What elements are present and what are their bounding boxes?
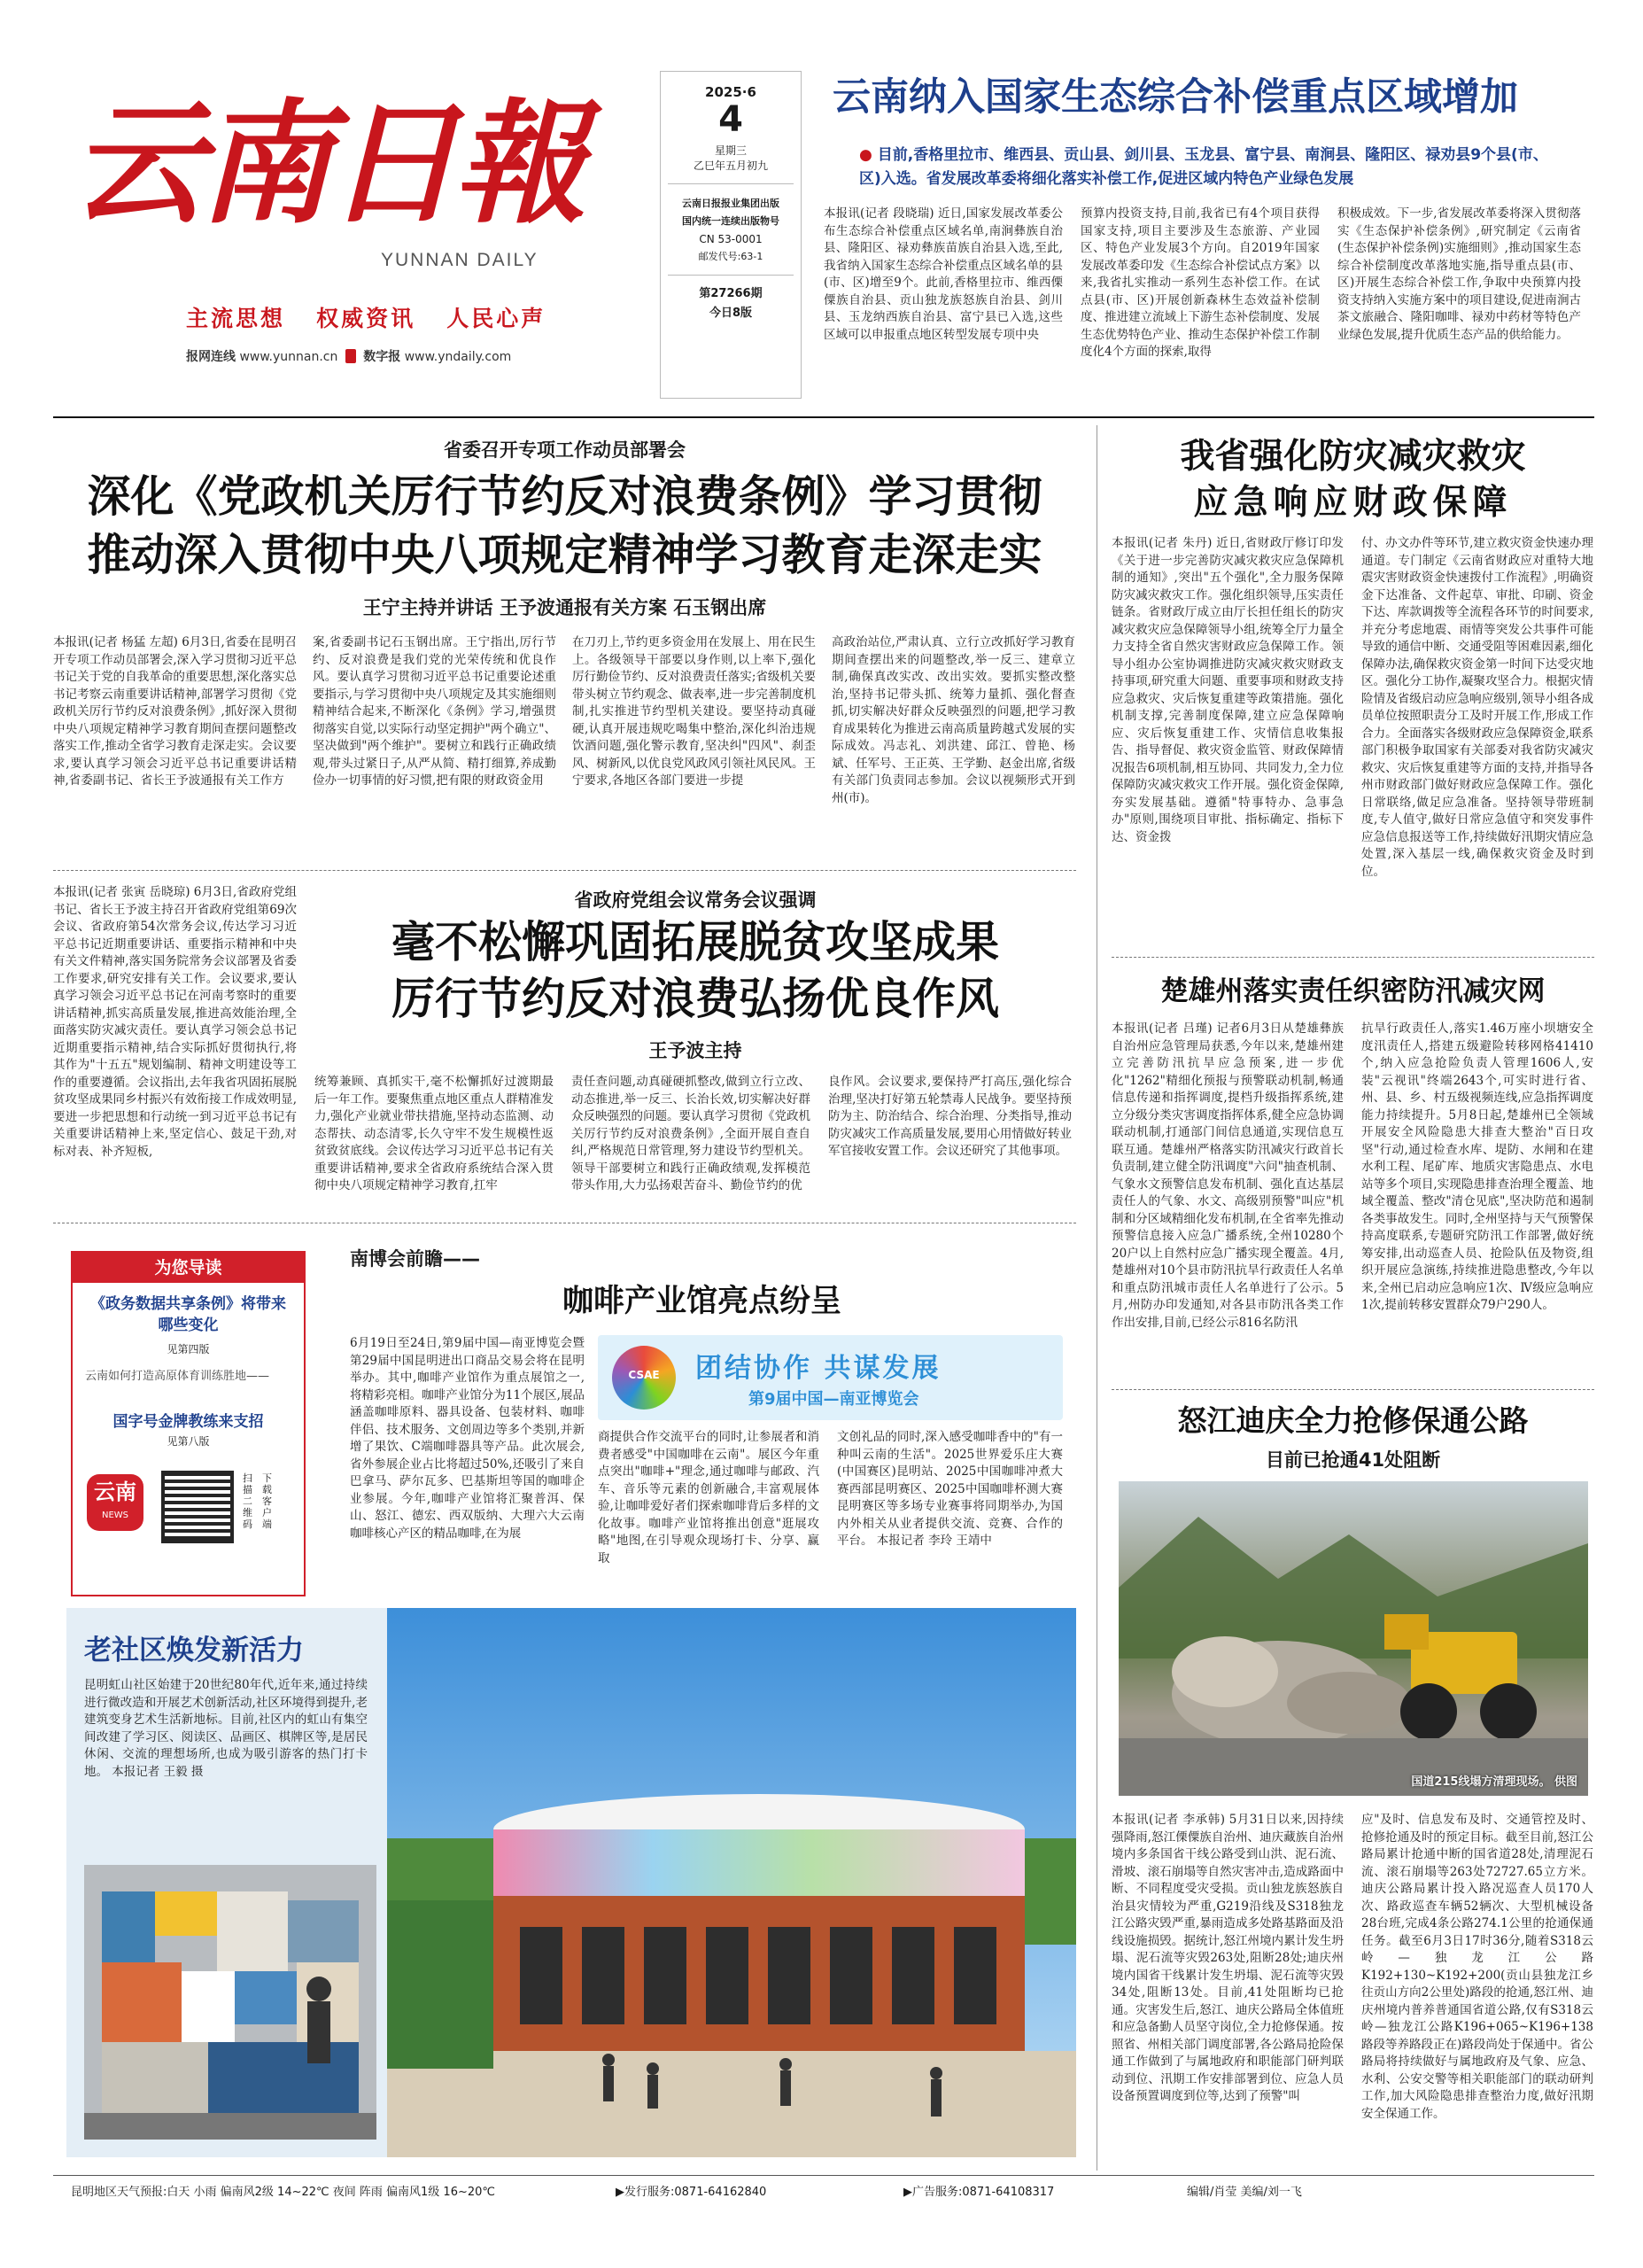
date-lunar: 乙巳年五月初九 xyxy=(693,159,768,172)
issue-number: 第27266期 xyxy=(699,287,763,300)
guide-item2-page: 见第八版 xyxy=(167,1435,210,1448)
story2-title-line2[interactable]: 厉行节约反对浪费弘扬优良作风 xyxy=(391,974,999,1024)
community-text: 昆明虹山社区始建于20世纪80年代,近年来,通过持续进行微改造和开展艺术创新活动,社区环境得到提升,老建筑变身艺术生活新地标。目前,社区内的虹山有集空间改建了学习区、阅读区、品画区、棋牌区等,是居民休闲、交流的理想场所,也成为吸引游客的热门打卡地。 本报记者 王毅 摄 xyxy=(84,1678,368,1779)
guide-item2-title[interactable]: 国字号金牌教练来支招 xyxy=(112,1413,264,1431)
top-divider xyxy=(53,416,1594,418)
web-url[interactable]: www.yunnan.cn xyxy=(239,350,338,364)
story-chuxiong-flood xyxy=(1112,966,1594,1382)
story1-title-line1[interactable]: 深化《党政机关厉行节约反对浪费条例》学习贯彻 xyxy=(87,471,1042,522)
ad-service: ▶广告服务:0871-64108317 xyxy=(903,2186,1055,2199)
guide-item2-lead: 云南如何打造高原体育训练胜地—— xyxy=(85,1370,270,1383)
guide-header: 为您导读 xyxy=(73,1253,304,1283)
community-building-photo xyxy=(387,1608,1076,2157)
digital-label: 数字报 xyxy=(363,350,401,364)
story1-col-1: 本报讯(记者 杨猛 左超) 6月3日,省委在昆明召开专项工作动员部署会,深入学习贯彻习近平总书记关于党的自我革命的重要思想,深化落实总书记考察云南重要讲话精神,部署学习贯彻《党政机关厉行节约反对浪费条例》,抓好深入贯彻中央八项规定精神学习教育期间查摆问题整改落实工作,推动全省学习教育走深走实。会议要求,要认真学习领会习近平总书记重要讲话精神,省委副书记、省长王予波通报有关工作方 xyxy=(53,635,297,788)
bullet-icon: ● xyxy=(859,146,872,164)
qr-label-1: 扫描二维码 xyxy=(243,1472,252,1530)
date-info-box xyxy=(660,71,802,399)
story1-subtitle: 王宁主持并讲话 王予波通报有关方案 石玉钢出席 xyxy=(362,597,767,618)
masthead-logo: 云南日報 xyxy=(71,86,582,242)
footer xyxy=(71,2181,1594,2204)
digital-icon xyxy=(345,349,356,363)
right1-divider xyxy=(1112,957,1594,958)
lead-story xyxy=(824,62,1585,399)
right2-col-1: 本报讯(记者 吕瑾) 记者6月3日从楚雄彝族自治州应急管理局获悉,今年以来,楚雄州建立完善防汛抗旱应急预案,进一步优化"1262"精细化预报与预警联动机制,畅通信息传递和指挥调度,提档升级指挥系统,建立分级分类灾害调度指挥体系,健全应急协调联动机制,打通部门间信息通道,实现信息互联互通。楚雄州严格落实防汛减灾行政首长负责制,建立健全防汛调度"六问"抽查机制、气象水文预警信息发布机制、强化直达基层责任人的气象、水文、高级别预警"叫应"机制和分区域精细化发布机制,在全省率先推动预警信息接入应急广播系统,全州10280个20户以上自然村应急广播实现全覆盖。4月,楚雄州对10个县市防汛抗旱行政责任人名单和重点防汛城市责任人名单进行了公示。5月,州防办印发通知,对各县市防汛各类工作作出安排,目前,已经公示816名防汛 xyxy=(1112,1021,1344,1330)
story1-col-3: 在刀刃上,节约更多资金用在发展上、用在民生上。各级领导干部要以身作则,以上率下,强化厉行勤俭节约、反对浪费责任落实;省级机关要带头树立节约观念、做表率,进一步完善制度机制,扎实推进节约型机关建设。要坚持动真碰硬,认真开展违规吃喝集中整治,深化纠治违规饮酒问题,强化警示教育,坚决纠"四风"、刹歪风、树新风,以优良党风政风引领社风民风。王宁要求,各地区各部门要进一步提 xyxy=(572,635,816,788)
right2-col-2: 抗旱行政责任人,落实1.46万座小坝塘安全度汛责任人,搭建五级避险转移网格41410个,纳入应急抢险负责人管理1606人,安装"云视讯"终端2643个,可实时进行省、州、县、乡、村五级视频连线,应急指挥调度能力持续提升。5月8日起,楚雄州已全领域开展安全风险隐患大排查大整治"百日攻坚"行动,通过检查水库、堤防、水闸和在建水利工程、尾矿库、地质灾害隐患点、水电站等多个项目,实现隐患排查治理全覆盖、地域全覆盖、整改"清仓见底",坚决防范和遏制各类事故发生。同时,全州坚持与天气预警保持高度联系,专题研究防汛工作部署,做好统筹安排,出动巡查人员、抢险队伍及物资,组织开展应急演练,持续推进隐患整改,今年以来,全州已启动应急响应1次、Ⅳ级应急响应1次,提前转移安置群众79户290人。 xyxy=(1361,1021,1593,1312)
right2-divider xyxy=(1112,1389,1594,1390)
story-provincial-committee xyxy=(53,425,1076,868)
photo-caption: 国道215线塌方清理现场。 供图 xyxy=(1411,1775,1577,1789)
right3-col-1: 本报讯(记者 李承韩) 5月31日以来,因持续强降雨,怒江傈僳族自治州、迪庆藏族自治州境内多条国省干线公路受到山洪、泥石流、滑坡、滚石崩塌等自然灾害冲击,造成路面中断、不同程度受灾受损。贡山独龙族怒族自治县灾情较为严重,G219沿线及S318独龙江公路灾毁严重,暴雨造成多处路基路面及沿线设施损毁。据统计,怒江州境内累计发生坍塌、泥石流等灾毁263处,阻断28处;迪庆州境内国省干线累计发生坍塌、泥石流等灾毁34处,阻断13处。目前,41处阻断均已抢通。灾害发生后,怒江、迪庆公路局全体值班和应急备勤人员坚守岗位,全力抢修保通。按照省、州相关部门调度部署,各公路局抢险保通工作做到了与属地政府和职能部门研判联动到位、汛期工作安排部署到位、应急人员设备预置调度到位等,达到了预警"叫 xyxy=(1112,1813,1344,2103)
story-disaster-finance xyxy=(1112,425,1594,948)
guide-item1-title[interactable]: 《政务数据共享条例》将带来哪些变化 xyxy=(90,1295,286,1334)
masthead xyxy=(62,53,647,408)
cn-label: 国内统一连续出版物号 xyxy=(682,215,779,227)
date-weekday: 星期三 xyxy=(714,144,747,157)
cn-number: CN 53-0001 xyxy=(699,233,763,245)
editors-credit: 编辑/肖莹 美编/刘一飞 xyxy=(1187,2186,1302,2199)
right3-subtitle: 目前已抢通41处阻断 xyxy=(1265,1449,1441,1471)
right1-title-line2[interactable]: 应急响应财政保障 xyxy=(1193,483,1513,523)
app-logo[interactable] xyxy=(87,1474,143,1531)
qr-label-2: 下载客户端 xyxy=(262,1472,272,1530)
right1-col-2: 付、办文办件等环节,建立救灾资金快速办理通道。专门制定《云南省财政应对重特大地震灾害财政资金快速拨付工作流程》,明确资金下达准备、文件起草、审批、印刷、资金下达、库款调拨等全流程各环节的时间要求,并充分考虑地震、雨情等突发公共事件可能导致的通信中断、交通受阻等困难因素,细化保障办法,确保救灾资金第一时间下达受灾地区。强化分工协作,凝聚攻坚合力。根据灾情险情及省级启动应急响应级别,领导小组各成员单位按照职责分工及时开展工作,形成工作合力。全面落实各级财政应急保障资金,联系部门积极争取国家有关部委对我省防灾减灾救灾、灾后恢复重建等方面的支持,并指导各州市财政部门做好财政应急保障工作。强化日常联络,做足应急准备。坚持领导带班制度,专人值守,做好日常应急值守和突发事件应急信息报送等工作,持续做好汛期灾情应急处置,深入基层一线,确保救灾资金及时到位。 xyxy=(1361,536,1593,879)
story1-kicker: 省委召开专项工作动员部署会 xyxy=(444,439,686,461)
postal-code: 邮发代号:63-1 xyxy=(698,251,763,262)
community-title[interactable]: 老社区焕发新活力 xyxy=(84,1635,304,1666)
coffee-col-2: 商提供合作交流平台的同时,让参展者和消费者感受"中国咖啡在云南"。展区今年重点突出"咖啡+"理念,通过咖啡与邮政、汽车、音乐等元素的创新融合,丰富观展体验,让咖啡爱好者们探索咖啡背后多样的文化故事。咖啡产业馆将推出创意"逛展攻略"地图,在引导观众现场打卡、分享、赢取 xyxy=(598,1430,819,1565)
lead-title[interactable]: 云南纳入国家生态综合补偿重点区域增加 xyxy=(833,75,1518,120)
right3-col-2: 应"及时、信息发布及时、交通管控及时、抢修抢通及时的预定目标。截至目前,怒江公路局累计抢通中断的国省道28处,清理泥石流、滚石崩塌等263处72727.65立方米。迪庆公路局累计投入路况巡查人员170人次、路政巡查车辆52辆次、大型机械设备28台班,完成4条公路274.1公里的抢通保通任务。截至6月3日17时36分,随着S318云岭—独龙江公路K192+130~K192+200(贡山县独龙江乡往贡山方向2公里处)路段的抢通,怒江州、迪庆州境内普养普通国省道公路,仅有S318云岭—独龙江公路K196+065~K196+138路段等养路段正在)路段尚处于保通中。省公路局将持续做好与属地政府及气象、应急、水利、公安交警等相关职能部门的联动研判工作,加大风险隐患排查整治力度,做好汛期安全保通工作。 xyxy=(1361,1813,1593,2121)
qr-code-icon[interactable] xyxy=(161,1471,234,1543)
right3-title[interactable]: 怒江迪庆全力抢修保通公路 xyxy=(1177,1403,1529,1438)
mural-illustration xyxy=(84,1865,376,2140)
web-label: 报网连线 xyxy=(186,350,236,364)
story1-col-4: 高政治站位,严肃认真、立行立改抓好学习教育期间查摆出来的问题整改,举一反三、建章立制,确保真改实改、改出实效。要抓实整改整治,坚持书记带头抓、统筹力量抓、强化督查抓,切实解决好群众反映强烈的问题,把学习教育成果转化为推进云南高质量跨越式发展的实际成效。冯志礼、刘洪建、邱江、曾艳、杨斌、任军号、王正英、王学勤、赵金出席,省级有关部门负责同志参加。会议以视频形式开到州(市)。 xyxy=(832,635,1075,805)
date-year-month: 2025·6 xyxy=(705,84,756,100)
masthead-slogan xyxy=(186,301,546,333)
masthead-links xyxy=(186,347,511,365)
story2-lead-col: 本报讯(记者 张寅 岳晓琼) 6月3日,省政府党组书记、省长王予波主持召开省政府党组第69次会议、省政府第54次常务会议,传达学习习近平总书记近期重要讲话、重要指示精神和中央有关文件精神,落实国务院常务会议部署及省委工作要求,研究安排有关工作。会议要求,要认真学习领会习近平总书记在河南考察时的重要讲话精神,抓实高质量发展,推进高效能治理,全面落实防灾减灾责任。要认真学习领会总书记近期重要指示精神,结合实际抓好贯彻执行,将其作为"十五五"规划编制、精神文明建设等工作的重要遵循。会议指出,去年我省巩固拓展脱贫攻坚成果同乡村振兴有效衔接工作成效明显,要进一步把思想和行动统一到习近平总书记有关重要讲话精神上来,坚定信心、鼓足干劲,对标对表、补齐短板, xyxy=(53,885,297,1159)
mural-photo xyxy=(84,1865,376,2140)
publisher: 云南日报报业集团出版 xyxy=(682,198,779,209)
story2-col-2: 责任查问题,动真碰硬抓整改,做到立行立改、动态推进,举一反三、长治长效,切实解决好群众反映强烈的问题。要认真学习贯彻《党政机关厉行节约反对浪费条例》,全面开展自查自纠,严格规范日常管理,努力建设节约型机关。领导干部要树立和践行正确政绩观,发挥模范带头作用,大力弘扬艰苦奋斗、勤俭节约的优 xyxy=(571,1075,810,1192)
slogan-1: 主流思想 xyxy=(186,306,286,331)
story2-subtitle: 王予波主持 xyxy=(648,1040,742,1061)
story2-kicker: 省政府党组会议常务会议强调 xyxy=(574,889,817,911)
page-count: 今日8版 xyxy=(709,307,753,320)
road-repair-photo xyxy=(1119,1481,1588,1796)
right1-title-line1[interactable]: 我省强化防灾减灾救灾 xyxy=(1180,437,1526,477)
expo-banner-line2: 第9届中国—南亚博览会 xyxy=(748,1390,919,1409)
coffee-col-3: 文创礼品的同时,深入感受咖啡香中的"有一种叫云南的生活"。2025世界爱乐庄大赛(中国赛区)昆明站、2025中国咖啡冲煮大赛西部昆明赛区、2025中国咖啡杯测大赛昆明赛区等多场专业赛事将同期举办,为国内外相关从业者提供交流、竞赛、合作的平台。 本报记者 李玲 王靖中 xyxy=(837,1430,1063,1548)
lead-summary xyxy=(859,144,1550,191)
coffee-kicker: 南博会前瞻—— xyxy=(350,1248,480,1270)
photo-illustration xyxy=(1119,1481,1588,1796)
right2-title[interactable]: 楚雄州落实责任织密防汛减灾网 xyxy=(1160,975,1546,1007)
story1-title-line2[interactable]: 推动深入贯彻中央八项规定精神学习教育走深走实 xyxy=(87,530,1042,580)
story-nujiang-roads xyxy=(1112,1400,1594,2171)
expo-logo-text: CSAE xyxy=(628,1369,660,1381)
distribution-service: ▶发行服务:0871-64162840 xyxy=(616,2186,767,2199)
coffee-col-1: 6月19日至24日,第9届中国—南亚博览会暨第29届中国昆明进出口商品交易会将在昆明举办。其中,咖啡产业馆作为重点展馆之一,将精彩亮相。咖啡产业馆分为11个展区,展品涵盖咖啡原料、器具设备、包装材料、咖啡伴侣、技术服务、文创周边等多个类别,并新增了果饮、C端咖啡器具等产品。此次展会,省外参展企业占比将超过50%,还吸引了来自巴拿马、萨尔瓦多、巴基斯坦等国的咖啡企业参展。今年,咖啡产业馆将汇聚普洱、保山、怒江、德宏、西双版纳、大理六大云南咖啡核心产区的精品咖啡,在为展 xyxy=(350,1336,585,1541)
right1-col-1: 本报讯(记者 朱丹) 近日,省财政厅修订印发《关于进一步完善防灾减灾救灾应急保障机制的通知》,突出"五个强化",全力服务保障防灾减灾救灾工作。强化组织领导,压实责任链条。省财政厅成立由厅长担任组长的防灾减灾救灾应急保障领导小组,统筹全厅力量全力支持全省自然灾害财政应急保障工作。领导小组办公室协调推进防灾减灾救灾财政支持事项,研究重大问题、重要事项和财政支持应急救灾、灾后恢复重建等政策措施。强化机制支撑,完善制度保障,建立应急保障响应、灾后恢复重建工作、灾情信息收集报告、指导督促、救灾资金监管、财政保障情况报告6项机制,相互协同、共同发力,全力位保障防灾减灾救灾工作开展。强化资金保障,夯实发展基础。遵循"特事特办、急事急办"原则,围绕项目审批、指标确定、指标下达、资金拨 xyxy=(1112,536,1344,844)
weather-forecast: 昆明地区天气预报:白天 小雨 偏南风2级 14~22℃ 夜间 阵雨 偏南风1级 16~20℃ xyxy=(71,2186,496,2199)
story2-title-line1[interactable]: 毫不松懈巩固拓展脱贫攻坚成果 xyxy=(391,917,999,967)
app-logo-sub: NEWS xyxy=(101,1511,129,1520)
story1-divider xyxy=(53,870,1076,871)
lead-col-2: 预算内投资支持,目前,我省已有4个项目获得国家支持,项目主要涉及生态旅游、产业园区、特色产业发展3个方向。自2019年国家发展改革委印发《生态综合补偿试点方案》以来,我省扎实推动一系列生态补偿工作。在试点县(市、区)开展创新森林生态效益补偿制度、推进建立流域上下游生态补偿制度、发展生态优势特色产业、推动生态保护补偿工作制度化4个方面的探索,取得 xyxy=(1081,206,1320,359)
expo-banner-line1: 团结协作 共谋发展 xyxy=(695,1353,942,1384)
digital-url[interactable]: www.yndaily.com xyxy=(404,350,512,364)
guide-box xyxy=(71,1251,306,1596)
story2-col-3: 良作风。会议要求,要保持严打高压,强化综合治理,坚决打好第五轮禁毒人民战争。要坚持预防为主、防治结合、综合治理、分类指导,推动防灾减灾工作高质量发展,要用心用情做好转业军官接收安置工作。会议还研究了其他事项。 xyxy=(828,1075,1072,1158)
story1-col-2: 案,省委副书记石玉钢出席。王宁指出,厉行节约、反对浪费是我们党的光荣传统和优良作风。要认真学习贯彻习近平总书记重要论述重要指示,与学习贯彻中央八项规定及其实施细则精神结合起来,不断深化《条例》学习,增强贯彻落实自觉,以实际行动坚定拥护"两个确立"、坚决做到"两个维护"。要树立和践行正确政绩观,带头过紧日子,从严从简、精打细算,养成勤俭办一切事情的好习惯,把有限的财政资金用 xyxy=(313,635,556,788)
expo-banner xyxy=(598,1335,1063,1420)
story-government-meeting xyxy=(314,877,1076,1214)
guide-item1-page: 见第四版 xyxy=(167,1343,210,1355)
story-coffee-pavilion xyxy=(328,1236,1076,1590)
masthead-english: YUNNAN DAILY xyxy=(381,250,539,270)
slogan-2: 权威资讯 xyxy=(316,306,416,331)
date-day: 4 xyxy=(718,99,743,140)
footer-divider xyxy=(53,2175,1594,2176)
lead-col-3: 积极成效。下一步,省发展改革委将深入贯彻落实《生态保护补偿条例》,研究制定《云南省(生态保护补偿条例)实施细则》,推动国家生态综合补偿制度改革落地实施,指导重点县(市、区)开展生态综合补偿工作,争取中央预算内投资支持纳入实施方案中的项目建设,促进南涧古茶文旅融合、隆阳咖啡、禄劝中药材等特色产业绿色发展,提升优质生态产品的供给能力。 xyxy=(1337,206,1581,342)
coffee-title[interactable]: 咖啡产业馆亮点纷呈 xyxy=(562,1284,841,1319)
lead-summary-text: 目前,香格里拉市、维西县、贡山县、剑川县、玉龙县、富宁县、南涧县、隆阳区、禄劝县9个县(市、区)入选。省发展改革委将细化落实补偿工作,促进区域内特色产业绿色发展 xyxy=(859,146,1548,188)
slogan-3: 人民心声 xyxy=(446,306,546,331)
community-feature xyxy=(66,1608,1076,2157)
app-logo-text: 云南 xyxy=(94,1480,136,1504)
lead-col-1: 本报讯(记者 段晓瑞) 近日,国家发展改革委公布生态综合补偿重点区域名单,南涧彝族自治县、隆阳区、禄劝彝族苗族自治县入选,至此,我省纳入国家生态综合补偿重点区域名单的县(市、区)增至9个。此前,香格里拉市、维西傈僳族自治县、贡山独龙族怒族自治县、剑川县、玉龙纳西族自治县、富宁县已入选,这些区域可以申报重点地区转型发展专项中央 xyxy=(824,206,1063,342)
story2-col-1: 统筹兼顾、真抓实干,毫不松懈抓好过渡期最后一年工作。要聚焦重点地区重点人群精准发力,强化产业就业带扶措施,坚持动态监测、动态帮扶、动态清零,长久守牢不发生规模性返贫致贫底线。会议传达学习习近平总书记有关重要讲话精神,要求全省政府系统结合深入贯彻中央八项规定精神学习教育,扛牢 xyxy=(314,1075,554,1192)
building-illustration xyxy=(387,1608,1076,2157)
